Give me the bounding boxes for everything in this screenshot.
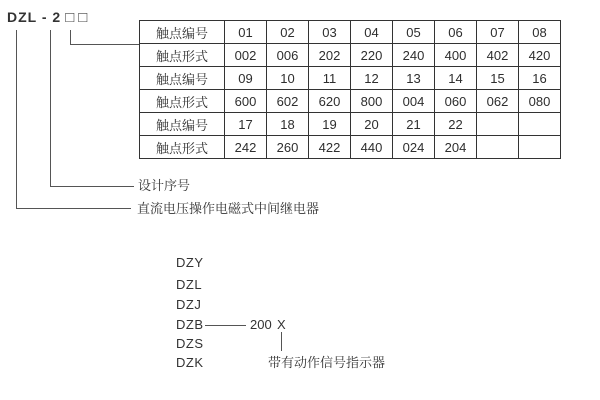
table-cell: 09 — [225, 67, 267, 90]
table-cell: 17 — [225, 113, 267, 136]
table-cell: 006 — [267, 44, 309, 67]
table-cell: 800 — [351, 90, 393, 113]
table-row — [140, 44, 561, 67]
series-item-dzy: DZY — [176, 255, 204, 270]
table-cell: 204 — [435, 136, 477, 159]
row-label: 触点形式 — [140, 90, 225, 113]
table-cell: 01 — [225, 21, 267, 44]
series-item-dzb: DZB — [176, 317, 204, 332]
table-cell: 004 — [393, 90, 435, 113]
table-row — [140, 90, 561, 113]
table-cell: 14 — [435, 67, 477, 90]
table-cell: 440 — [351, 136, 393, 159]
table-row — [140, 113, 561, 136]
table-cell: 080 — [519, 90, 561, 113]
table-cell — [519, 136, 561, 159]
table-cell: 620 — [309, 90, 351, 113]
connector-line-design-serial — [50, 30, 134, 187]
table-cell: 220 — [351, 44, 393, 67]
table-cell: 400 — [435, 44, 477, 67]
table-row — [140, 21, 561, 44]
contact-table — [139, 20, 561, 159]
table-cell: 03 — [309, 21, 351, 44]
connector-line-contact-table — [70, 30, 140, 45]
table-cell: 18 — [267, 113, 309, 136]
table-cell: 07 — [477, 21, 519, 44]
model-code-text: DZL - 2 — [7, 9, 62, 25]
series-item-dzs: DZS — [176, 336, 204, 351]
table-cell: 11 — [309, 67, 351, 90]
table-cell: 024 — [393, 136, 435, 159]
table-cell: 420 — [519, 44, 561, 67]
placeholder-box-icon: □ — [65, 8, 75, 26]
table-cell: 08 — [519, 21, 561, 44]
table-cell: 06 — [435, 21, 477, 44]
contact-table-body — [140, 21, 561, 159]
series-item-dzl: DZL — [176, 277, 203, 292]
dzb-variant: X — [277, 317, 286, 332]
table-cell: 062 — [477, 90, 519, 113]
table-cell — [477, 136, 519, 159]
dzb-number: 200 — [250, 317, 272, 332]
dzb-connector-line — [205, 325, 246, 326]
table-cell: 002 — [225, 44, 267, 67]
table-cell: 05 — [393, 21, 435, 44]
table-cell: 04 — [351, 21, 393, 44]
indicator-label: 带有动作信号指示器 — [268, 355, 386, 370]
table-cell: 21 — [393, 113, 435, 136]
table-cell: 242 — [225, 136, 267, 159]
table-cell: 12 — [351, 67, 393, 90]
table-cell: 15 — [477, 67, 519, 90]
series-item-dzk: DZK — [176, 355, 204, 370]
table-cell: 19 — [309, 113, 351, 136]
table-cell: 16 — [519, 67, 561, 90]
table-cell — [519, 113, 561, 136]
row-label: 触点编号 — [140, 113, 225, 136]
model-code — [7, 7, 87, 27]
design-serial-label: 设计序号 — [138, 178, 191, 193]
table-cell: 060 — [435, 90, 477, 113]
table-cell: 260 — [267, 136, 309, 159]
table-cell: 13 — [393, 67, 435, 90]
table-cell: 02 — [267, 21, 309, 44]
table-cell: 600 — [225, 90, 267, 113]
table-cell: 20 — [351, 113, 393, 136]
table-cell: 240 — [393, 44, 435, 67]
row-label: 触点编号 — [140, 21, 225, 44]
table-cell: 602 — [267, 90, 309, 113]
relay-type-label: 直流电压操作电磁式中间继电器 — [137, 201, 320, 216]
table-cell: 202 — [309, 44, 351, 67]
row-label: 触点编号 — [140, 67, 225, 90]
row-label: 触点形式 — [140, 44, 225, 67]
table-cell: 10 — [267, 67, 309, 90]
series-item-dzj: DZJ — [176, 297, 202, 312]
row-label: 触点形式 — [140, 136, 225, 159]
table-row — [140, 136, 561, 159]
variant-connector-line — [281, 332, 282, 351]
table-cell — [477, 113, 519, 136]
table-cell: 422 — [309, 136, 351, 159]
table-row — [140, 67, 561, 90]
table-cell: 402 — [477, 44, 519, 67]
placeholder-box-icon: □ — [78, 8, 88, 26]
table-cell: 22 — [435, 113, 477, 136]
